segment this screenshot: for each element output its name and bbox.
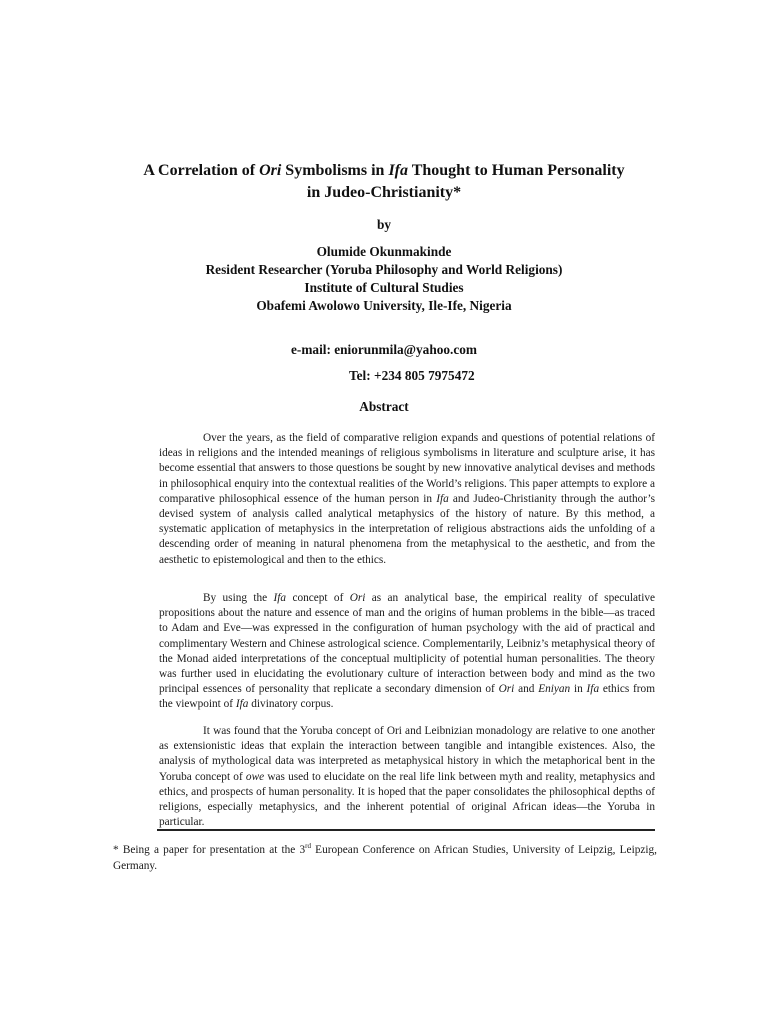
title-ifa-italic: Ifa bbox=[388, 162, 408, 179]
paragraph-text: and Judeo-Christianity through the author’s devised system of analysis called analytical metaphysics of the history of nature. By this method, a systematic application of metaphysics in the interpretation of religious abstractions aids the unfolding of a descending order of meaning in natural phenomena from the metaphysical to the aesthetic, and from the aesthetic to epistemological and then to the ethics. bbox=[159, 492, 656, 566]
footnote-text: European Conference on African Studies, University of Leipzig, Leipzig, Germany. bbox=[113, 844, 657, 872]
paragraph-text: ethics from the viewpoint of bbox=[159, 683, 655, 711]
abstract-paragraph-1 bbox=[159, 431, 655, 568]
abstract-paragraph-2 bbox=[159, 591, 655, 713]
title-text-part: Symbolisms in bbox=[281, 162, 389, 179]
italic-term: owe bbox=[245, 770, 265, 783]
footnote-divider bbox=[157, 829, 655, 831]
title-text-part: A Correlation of bbox=[143, 162, 260, 179]
italic-term: Ori bbox=[349, 592, 366, 604]
title-line-1 bbox=[100, 160, 668, 182]
paragraph-text: concept of bbox=[286, 592, 350, 604]
paragraph-text: was used to elucidate on the real life link between myth and reality, metaphysics and ethics, and prospects of human personality. It is hoped that the paper consolidates the philosophical depths of religions, especially metaphysics, and the inherent potential of original African ideas—the Yoruba in particular. bbox=[159, 770, 656, 829]
italic-term: Ori bbox=[498, 683, 515, 696]
author-institute: Institute of Cultural Studies bbox=[304, 280, 464, 295]
italic-term: Ifa bbox=[273, 592, 287, 604]
paragraph-text: Over the years, as the field of comparative religion expands and questions of potential relations of ideas in religions and the intended meanings of religious symbolisms in literature and sculpture arise, it has become essential that answers to those questions be sought by new innovative analytical devises and methods in philosophical enquiry into the contextual realities of the World’s religions. This paper attempts to explore a comparative philosophical essence of the human person in bbox=[159, 432, 655, 505]
paragraph-text: and bbox=[514, 683, 539, 696]
paragraph-text: By using the bbox=[203, 592, 274, 604]
italic-term: Eniyan bbox=[538, 683, 571, 696]
author-block bbox=[100, 243, 668, 315]
paragraph-text: divinatory corpus. bbox=[248, 698, 334, 711]
title-text-part: Thought to Human Personality bbox=[408, 162, 625, 179]
footnote-text: * Being a paper for presentation at the 3 bbox=[113, 844, 306, 856]
byline-by: by bbox=[376, 217, 392, 232]
paragraph-text: as an analytical base, the empirical reality of speculative propositions about the nature and essence of man and the origins of human problems in the bible—as traced to Adam and Eve—was expressed in the configuration of human psychology with the aid of practical and complimentary Western and Chinese astrological science. Complementarily, Leibniz’s metaphysical theory of the Monad aided interpretations of the conceptual multiplicity of potential human personalities. The theory was further used in elucidating the evolutionary culture of interaction between body and mind as the two principal essences of personality that replicate a secondary dimension of bbox=[159, 592, 656, 696]
title-ori-italic: Ori bbox=[259, 162, 282, 179]
author-name: Olumide Okunmakinde bbox=[316, 244, 452, 259]
author-email: e-mail: eniorunmila@yahoo.com bbox=[291, 342, 477, 357]
abstract-heading: Abstract bbox=[359, 399, 409, 414]
footnote bbox=[113, 843, 657, 874]
abstract-paragraph-3 bbox=[159, 724, 655, 830]
footnote-superscript: rd bbox=[305, 842, 311, 851]
paragraph-text: It was found that the Yoruba concept of Ori and Leibnizian monadology are relative to one another as extensionistic ideas that explain the interaction between tangible and intangible existences. Also, the analysis of mythological data was interpreted as metaphysical history in which the metaphorical bent in the Yoruba concept of bbox=[159, 725, 655, 783]
author-telephone: Tel: +234 805 7975472 bbox=[349, 368, 475, 383]
paper-title bbox=[100, 160, 668, 204]
title-line-2: in Judeo-Christianity* bbox=[306, 184, 462, 201]
paragraph-text: in bbox=[570, 683, 587, 696]
author-role: Resident Researcher (Yoruba Philosophy and World Religions) bbox=[205, 262, 563, 277]
italic-term: Ifa bbox=[586, 683, 600, 696]
author-university: Obafemi Awolowo University, Ile-Ife, Nigeria bbox=[256, 298, 512, 313]
italic-term: Ifa bbox=[436, 492, 449, 505]
italic-term: Ifa bbox=[235, 698, 249, 711]
